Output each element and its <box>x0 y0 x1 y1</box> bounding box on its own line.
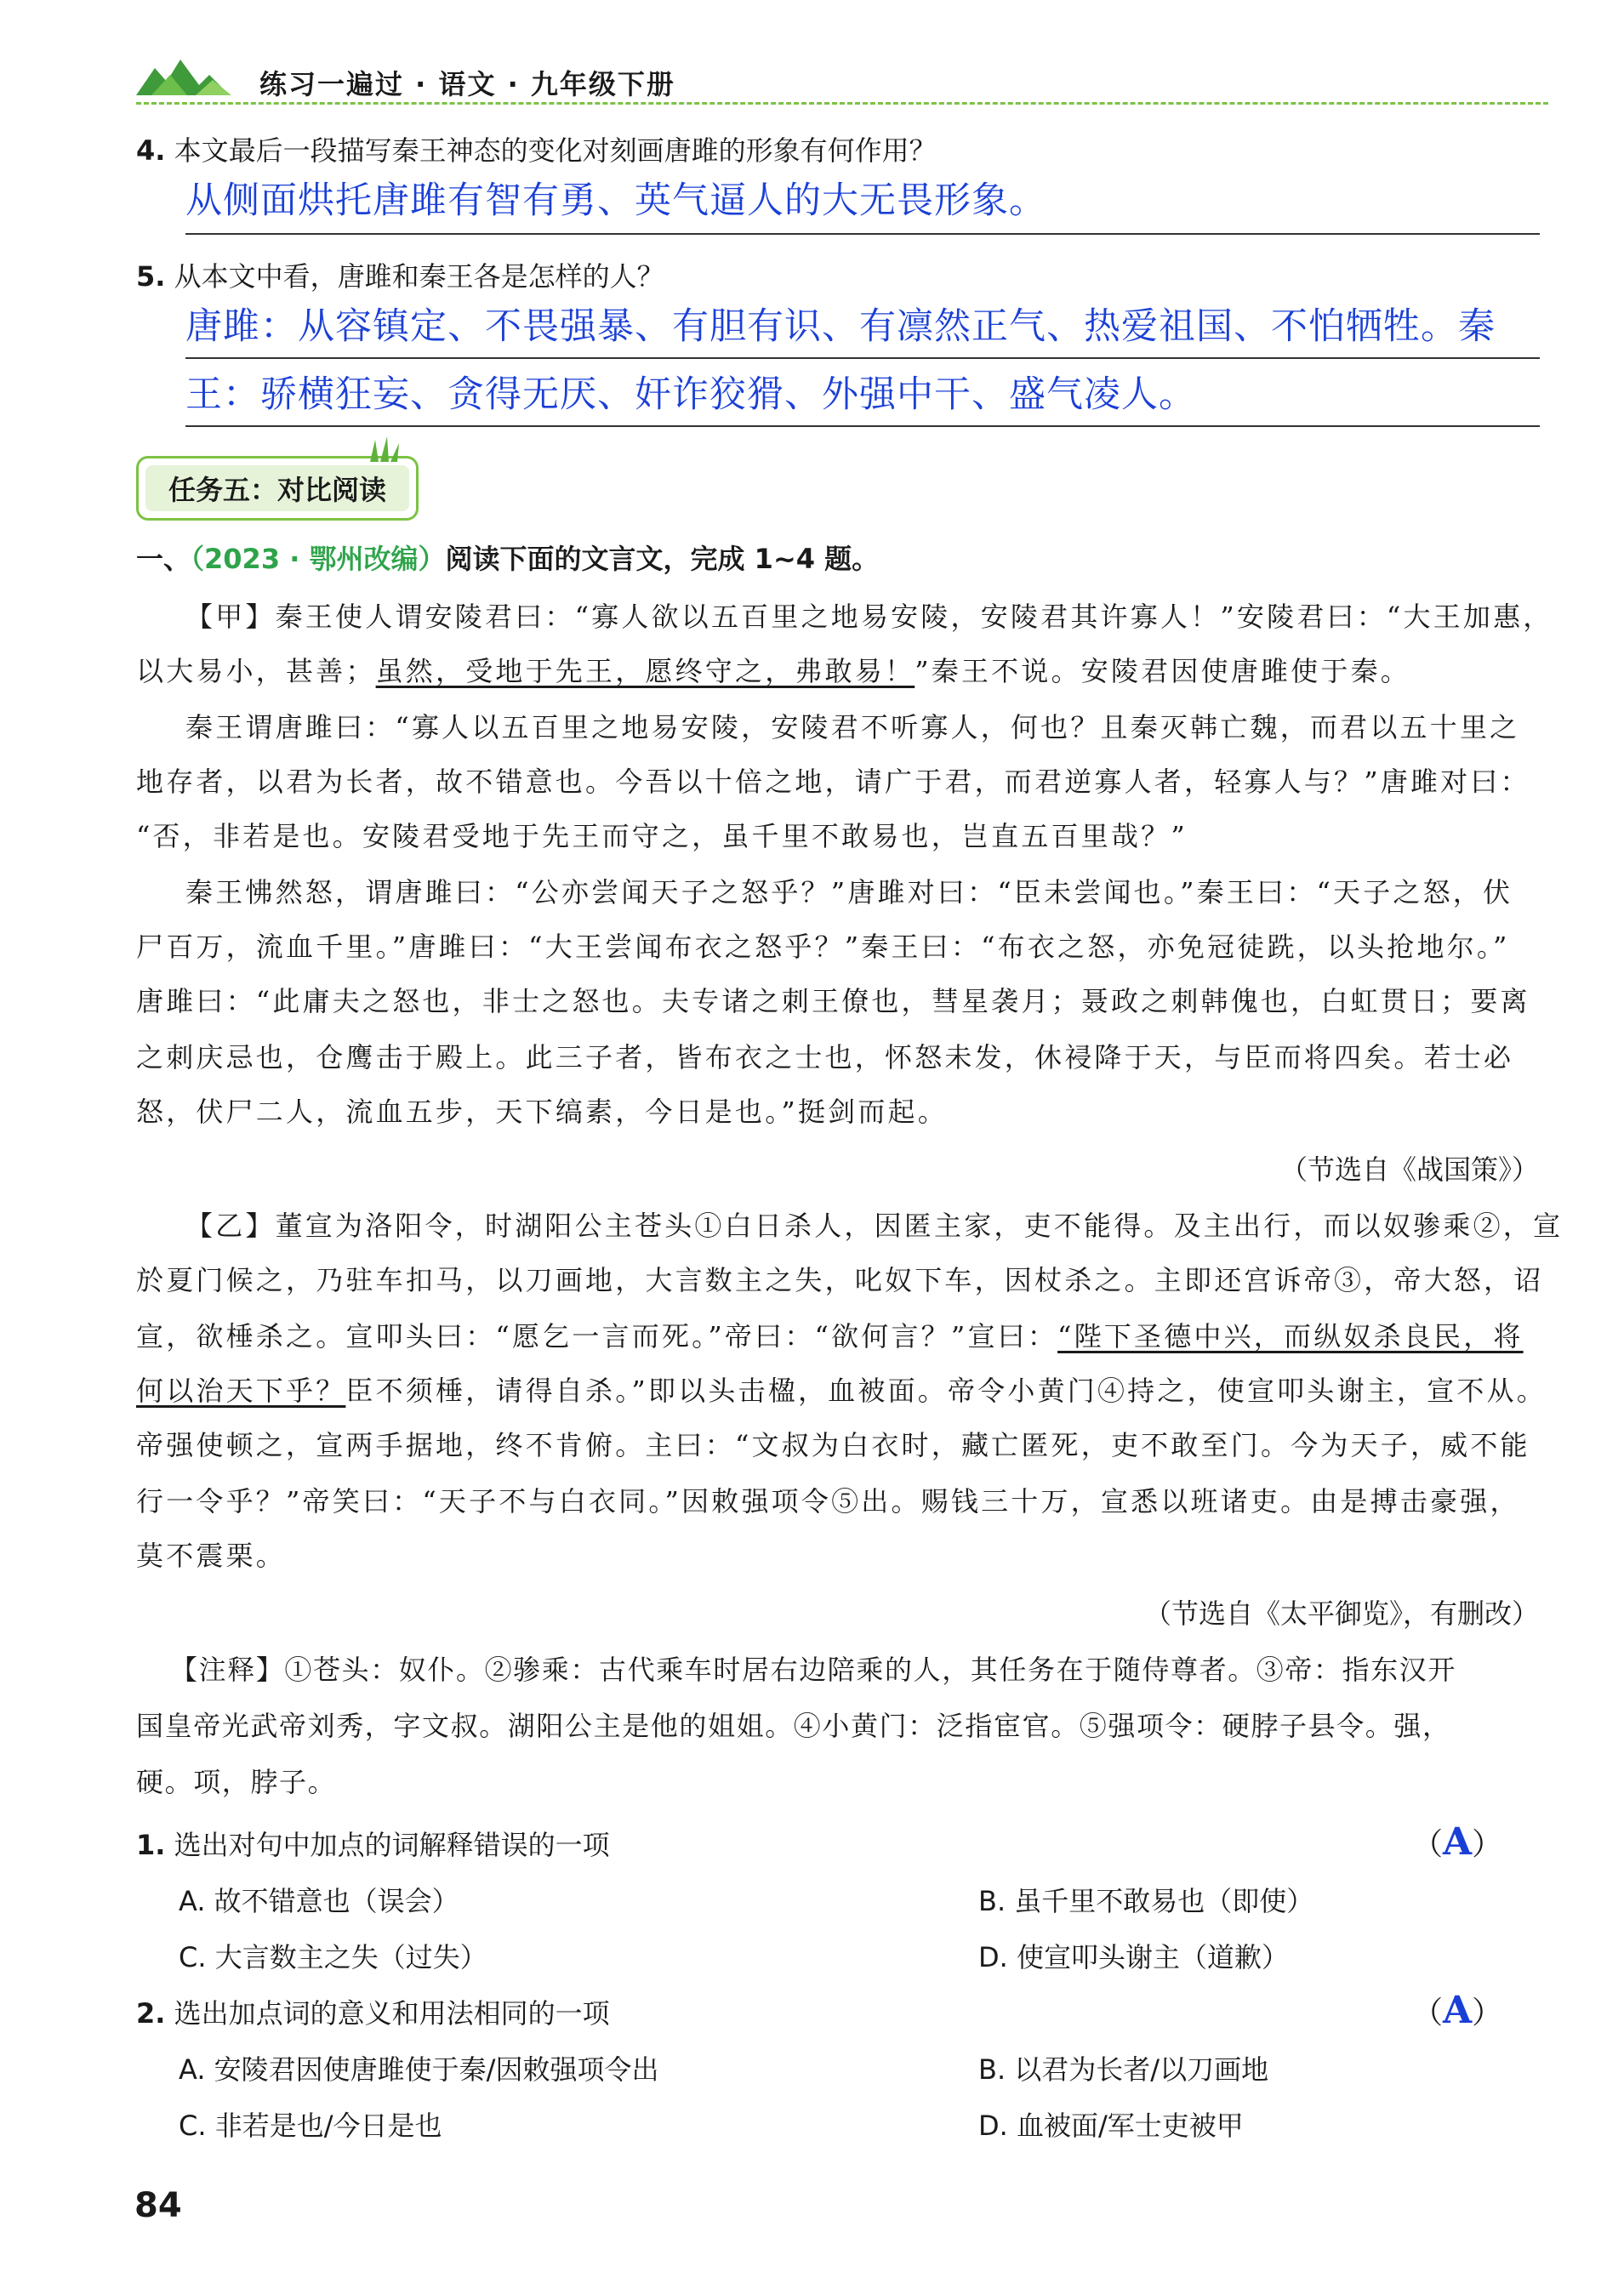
option-a: A. 安陵君因使唐雎使于秦/因敕强项令出 <box>179 2053 659 2086</box>
notes-line: 硬。项，脖子。 <box>136 1766 337 1798</box>
passage-yi-line: 莫不震栗。 <box>136 1540 287 1572</box>
passage-jia-line: 怒，伏尸二人，流血五步，天下缟素，今日是也。”挺剑而起。 <box>136 1096 948 1128</box>
passage-jia-line: 秦王谓唐雎曰：“寡人以五百里之地易安陵，安陵君不听寡人，何也？且秦灭韩亡魏，而君以五十里之 <box>185 711 1520 743</box>
passage-jia-line: 尸百万，流血千里。”唐雎曰：“大王尝闻布衣之怒乎？”秦王曰：“布衣之怒，亦免冠徒跣，以头抢地尔。” <box>136 931 1510 963</box>
answer-4: 从侧面烘托唐雎有智有勇、英气逼人的大无畏形象。 <box>185 179 1046 222</box>
mc-question-2 <box>136 1992 610 2031</box>
passage-jia-line: 秦王怫然怒，谓唐雎曰：“公亦尝闻天子之怒乎？”唐雎对曰：“臣未尝闻也。”秦王曰：“天子之怒，伏 <box>185 876 1513 908</box>
answer-line <box>185 233 1540 235</box>
passage-yi-line <box>136 1369 1547 1409</box>
bracket-open: （ <box>1412 1996 1444 2030</box>
passage-yi-line <box>136 1315 1524 1354</box>
task-label-box <box>136 456 419 521</box>
question-text: 选出加点词的意义和用法相同的一项 <box>174 1997 610 2030</box>
section-prefix: 一、 <box>136 543 191 575</box>
passage-yi-source: （节选自《太平御览》，有删改） <box>1143 1597 1539 1630</box>
notes-line: 国皇帝光武帝刘秀，字文叔。湖阳公主是他的姐姐。④小黄门：泛指宦官。⑤强项令：硬脖子县令。强， <box>136 1710 1451 1742</box>
question-text: 选出对句中加点的词解释错误的一项 <box>174 1829 610 1861</box>
mountain-logo-icon <box>136 56 238 99</box>
bracket-close: ） <box>1472 1827 1503 1862</box>
question-number: 4. <box>136 134 166 167</box>
question-text: 本文最后一段描写秦王神态的变化对刻画唐雎的形象有何作用？ <box>174 134 937 167</box>
underlined-sentence: “陛下圣德中兴，而纵奴杀良民，将 <box>1057 1320 1524 1352</box>
mc-question-1 <box>136 1824 610 1863</box>
passage-yi-segment: 宣，欲棰杀之。宣叩头曰：“愿乞一言而死。”帝曰：“欲何言？”宣曰： <box>136 1320 1058 1352</box>
passage-yi-line: 行一令乎？”帝笑曰：“天子不与白衣同。”因敕强项令⑤出。赐钱三十万，宣悉以班诸吏。由是搏击豪强， <box>136 1485 1520 1517</box>
task-label: 任务五：对比阅读 <box>145 465 409 511</box>
answer-5-line-1: 唐雎：从容镇定、不畏强暴、有胆有识、有凛然正气、热爱祖国、不怕牺牲。秦 <box>185 305 1496 348</box>
passage-jia-line: 地存者，以君为长者，故不错意也。今吾以十倍之地，请广于君，而君逆寡人者，轻寡人与？”唐雎对曰： <box>136 766 1530 798</box>
option-b: B. 虽千里不敢易也（即使） <box>978 1885 1314 1917</box>
answer-bracket-2 <box>1412 1989 1502 2032</box>
passage-jia-segment: 以大易小，甚善； <box>136 655 376 687</box>
passage-jia-line <box>136 650 1410 689</box>
passage-yi-line: 帝强使顿之，宣两手据地，终不肯俯。主曰：“文叔为白衣时，藏亡匿死，吏不敢至门。今为天子，威不能 <box>136 1429 1530 1461</box>
page-header <box>136 51 1548 111</box>
option-c: C. 大言数主之失（过失） <box>179 1941 487 1973</box>
option-b: B. 以君为长者/以刀画地 <box>978 2053 1269 2086</box>
notes-line: 【注释】①苍头：奴仆。②骖乘：古代乘车时居右边陪乘的人，其任务在于随侍尊者。③帝：指东汉开 <box>170 1654 1457 1686</box>
question-text: 从本文中看，唐雎和秦王各是怎样的人？ <box>174 260 664 293</box>
passage-jia-line: 【甲】秦王使人谓安陵君曰：“寡人欲以五百里之地易安陵，安陵君其许寡人！”安陵君曰：“大王加惠， <box>185 601 1553 633</box>
option-d: D. 血被面/军士吏被甲 <box>978 2110 1244 2142</box>
passage-yi-line: 【乙】董宣为洛阳令，时湖阳公主苍头①白日杀人，因匿主家，吏不能得。及主出行，而以奴骖乘②，宣 <box>185 1210 1564 1242</box>
question-5 <box>136 255 664 294</box>
passage-jia-line: 之刺庆忌也，仓鹰击于殿上。此三子者，皆布衣之士也，怀怒未发，休祲降于天，与臣而将四矣。若士必 <box>136 1041 1514 1073</box>
answer-bracket-1 <box>1412 1820 1502 1864</box>
answer-line <box>185 425 1540 427</box>
question-number: 1. <box>136 1829 166 1861</box>
passage-yi-segment: 臣不须棰，请得自杀。”即以头击楹，血被面。帝令小黄门④持之，使宣叩头谢主，宣不从。 <box>345 1375 1547 1407</box>
page-number: 84 <box>134 2186 182 2225</box>
underlined-sentence: 何以治天下乎？ <box>136 1375 346 1407</box>
selected-answer: A <box>1443 1989 1473 2032</box>
grass-icon <box>362 436 413 462</box>
passage-jia-line: 唐雎曰：“此庸夫之怒也，非士之怒也。夫专诸之刺王僚也，彗星袭月；聂政之刺韩傀也，白虹贯日；要离 <box>136 985 1530 1017</box>
passage-jia-source: （节选自《战国策》） <box>1279 1153 1539 1186</box>
option-a: A. 故不错意也（误会） <box>179 1885 459 1917</box>
section-source-tag: （2023 · 鄂州改编） <box>191 543 446 575</box>
passage-jia-line: “否，非若是也。安陵君受地于先王而守之，虽千里不敢易也，岂直五百里哉？” <box>136 820 1188 852</box>
answer-line <box>185 357 1540 359</box>
option-d: D. 使宣叩头谢主（道歉） <box>978 1941 1289 1973</box>
bracket-open: （ <box>1412 1827 1444 1862</box>
header-divider <box>136 102 1548 105</box>
question-number: 5. <box>136 260 166 293</box>
answer-5-line-2: 王：骄横狂妄、贪得无厌、奸诈狡猾、外强中干、盛气凌人。 <box>185 373 1196 416</box>
section-instruction: 阅读下面的文言文，完成 1~4 题。 <box>445 543 880 575</box>
option-c: C. 非若是也/今日是也 <box>179 2110 442 2142</box>
selected-answer: A <box>1443 1820 1473 1864</box>
bracket-close: ） <box>1472 1996 1503 2030</box>
section-title <box>136 538 879 577</box>
underlined-sentence: 虽然，受地于先王，愿终守之，弗敢易！ <box>375 655 915 687</box>
question-number: 2. <box>136 1997 166 2030</box>
passage-yi-line: 於夏门候之，乃驻车扣马，以刀画地，大言数主之失，叱奴下车，因杖杀之。主即还宫诉帝③，帝大怒，诏 <box>136 1264 1544 1296</box>
header-title: 练习一遍过 · 语文 · 九年级下册 <box>259 68 675 100</box>
question-4 <box>136 129 937 168</box>
passage-jia-segment: ”秦王不说。安陵君因使唐雎使于秦。 <box>915 655 1410 687</box>
